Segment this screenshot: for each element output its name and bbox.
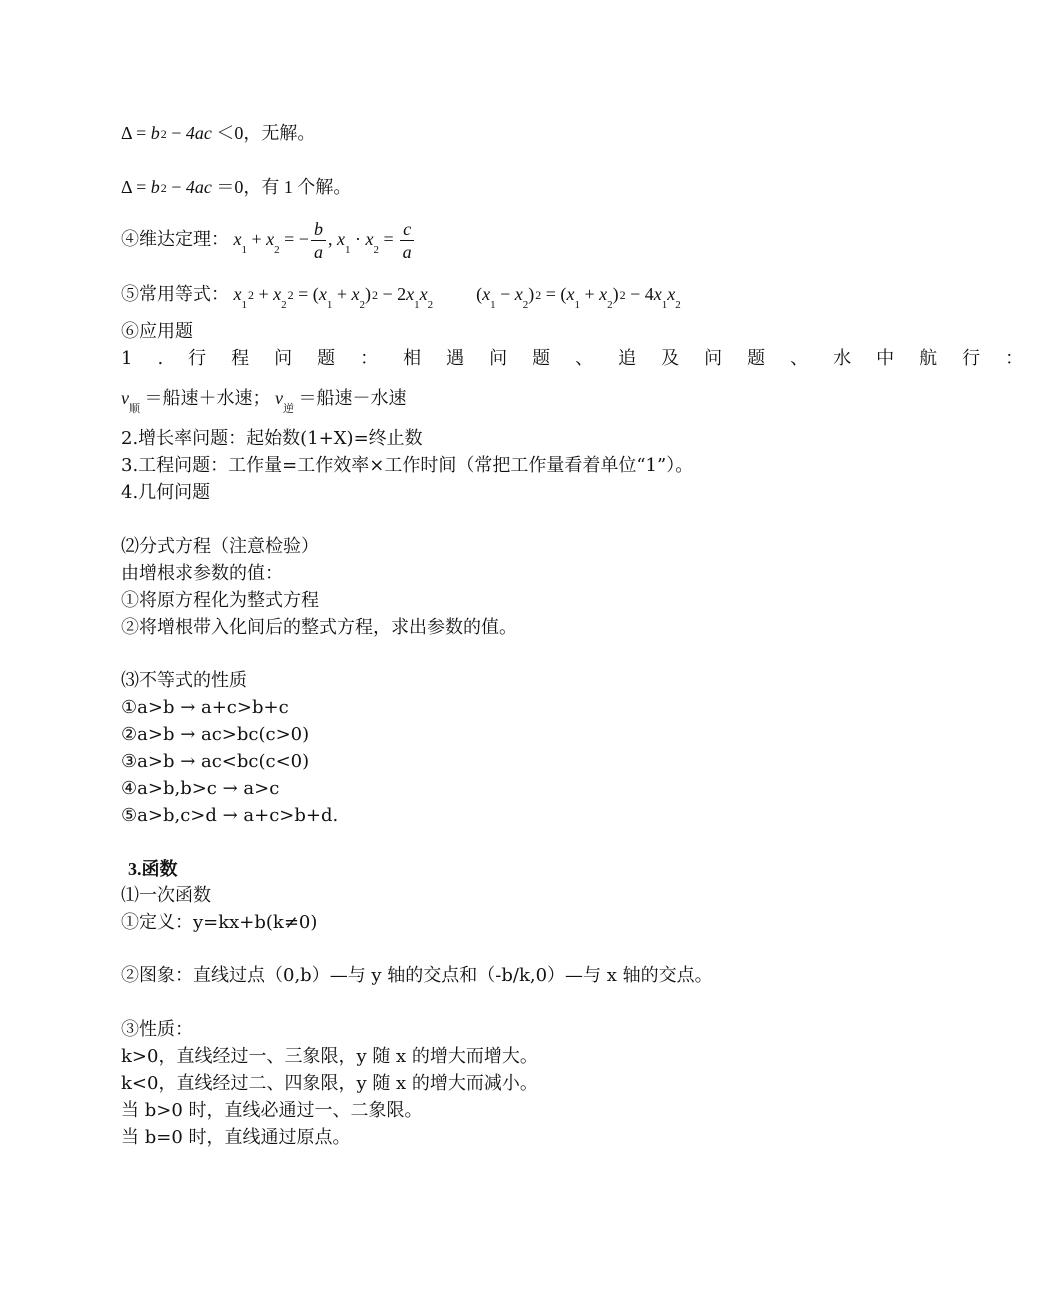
common-identities: ⑤常用等式： $x_12 + x_22 = (x_1 + x_2)2 - 2x_1x_2$ $(x_1 - x_2)2 = (x_1 + x_2)2 - 4x_1x_2$ <box>121 284 681 311</box>
application-title: ⑥应用题 <box>121 321 193 342</box>
fractional-equation-step-2: ②将增根带入化间后的整式方程，求出参数的值。 <box>121 617 517 638</box>
inequality-item: ③a>b → ac<bc(c<0) <box>121 751 310 772</box>
linear-function-definition: ①定义：y=kx+b(k≠0) <box>121 912 318 933</box>
fractional-equation-title: ⑵分式方程（注意检验） <box>121 536 319 557</box>
application-work: 3.工程问题：工作量=工作效率×工作时间（常把工作量看着单位“1”）。 <box>121 455 694 476</box>
application-travel: 1.行程问题：相遇问题、追及问题、水中航行： <box>121 348 1048 369</box>
section-heading-functions: 3.函数 <box>128 859 178 879</box>
linear-function-properties-title: ③性质： <box>121 1019 193 1040</box>
inequality-item: ①a>b → a+c>b+c <box>121 697 289 718</box>
linear-function-graph: ②图象：直线过点（0,b）—与 y 轴的交点和（-b/k,0）—与 x 轴的交点。 <box>121 965 713 986</box>
discriminant-zero: Δ = b2 − 4ac ＝0，有 1 个解。 <box>121 177 352 197</box>
application-geometry: 4.几何问题 <box>121 482 211 503</box>
speed-formula: $v_顺$ ＝船速＋水速； $v_逆$ ＝船速－水速 <box>121 388 407 415</box>
linear-function-property: k<0，直线经过二、四象限，y 随 x 的增大而减小。 <box>121 1073 538 1094</box>
inequality-item: ⑤a>b,c>d → a+c>b+d. <box>121 805 339 826</box>
fractional-equation-line: 由增根求参数的值： <box>121 563 283 584</box>
inequality-item: ④a>b,b>c → a>c <box>121 778 280 799</box>
linear-function-property: 当 b>0 时，直线必通过一、二象限。 <box>121 1100 423 1121</box>
discriminant-negative: Δ = b2 − 4ac ＜0，无解。 <box>121 123 316 143</box>
fraction-c-over-a: $\frac{c}{a}$ <box>400 218 414 263</box>
inequality-item: ②a>b → ac>bc(c>0) <box>121 724 310 745</box>
linear-function-property: k>0，直线经过一、三象限，y 随 x 的增大而增大。 <box>121 1046 538 1067</box>
fraction-b-over-a: $\frac{b}{a}$ <box>311 218 326 263</box>
fractional-equation-step-1: ①将原方程化为整式方程 <box>121 590 319 611</box>
linear-function-property: 当 b=0 时，直线通过原点。 <box>121 1127 351 1148</box>
linear-function-title: ⑴一次函数 <box>121 885 211 906</box>
application-growth: 2.增长率问题：起始数(1+X)=终止数 <box>121 428 423 449</box>
inequality-title: ⑶不等式的性质 <box>121 670 247 691</box>
vieta-theorem: ④维达定理： $x_1 + x_2$ = − $\frac{b}{a}$ , $x_1 \cdot x_2$ = $\frac{c}{a}$ <box>121 215 416 266</box>
